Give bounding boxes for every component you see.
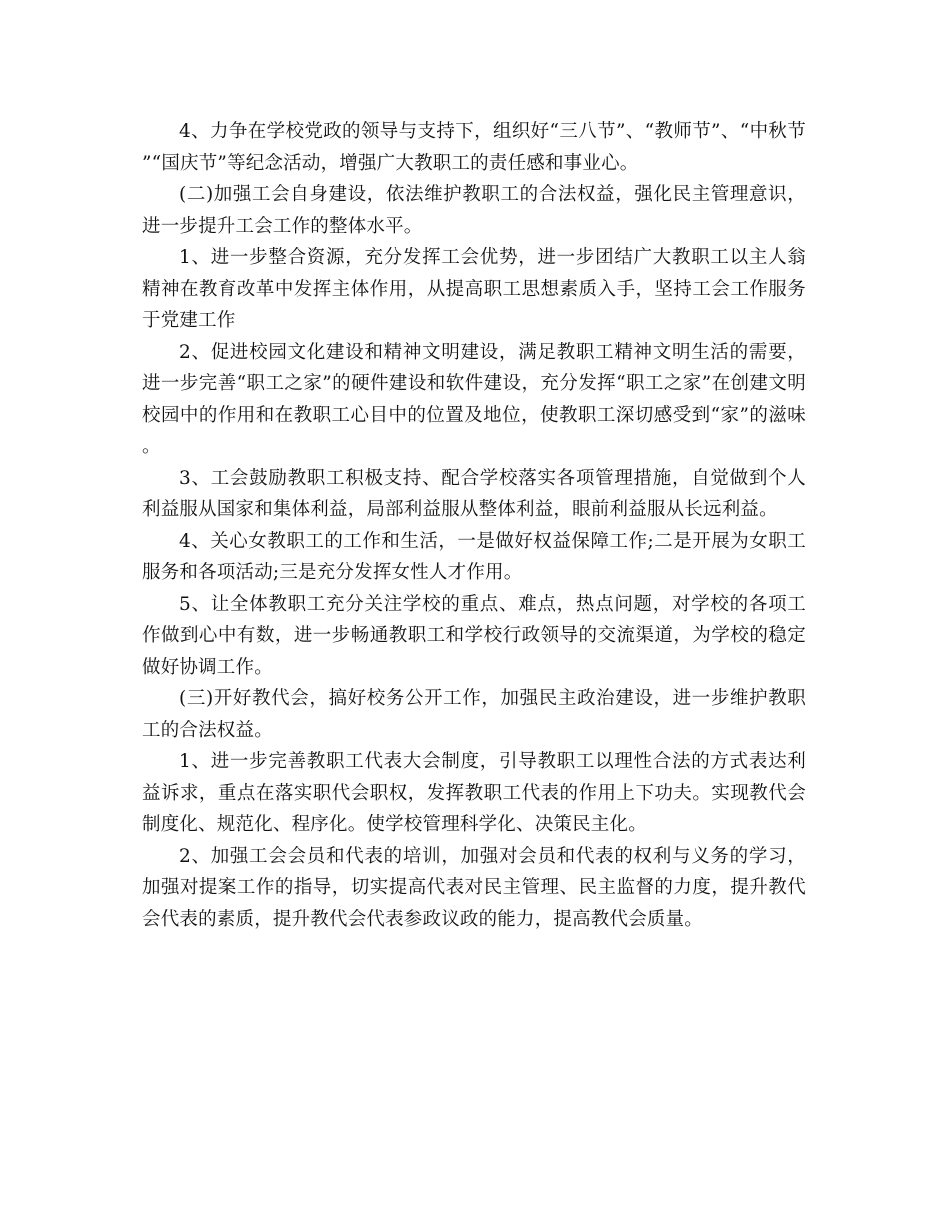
paragraph-item-2-training: 2、加强工会会员和代表的培训，加强对会员和代表的权利与义务的学习，加强对提案工作的指导，切实提高代表对民主管理、民主监督的力度，提升教代会代表的素质，提升教代会代表参政议政的能力，提高教代会质量。 [142, 845, 806, 930]
paragraph-item-2-campus-culture: 2、促进校园文化建设和精神文明建设，满足教职工精神文明生活的需要，进一步完善“职工之家”的硬件建设和软件建设，充分发挥“职工之家”在创建文明校园中的作用和在教职工心目中的位置及地位，使教职工深切感受到“家”的滋味。 [142, 341, 806, 457]
section-heading-2: (二)加强工会自身建设，依法维护教职工的合法权益，强化民主管理意识，进一步提升工会工作的整体水平。 [142, 184, 806, 237]
document-body [142, 116, 806, 935]
section-heading-3: (三)开好教代会，搞好校务公开工作，加强民主政治建设，进一步维护教职工的合法权益。 [142, 688, 806, 741]
paragraph-item-4-festivals: 4、力争在学校党政的领导与支持下，组织好“三八节”、“教师节”、“中秋节”“国庆节”等纪念活动，增强广大教职工的责任感和事业心。 [142, 121, 806, 174]
paragraph-item-1-resources: 1、进一步整合资源，充分发挥工会优势，进一步团结广大教职工以主人翁精神在教育改革中发挥主体作用，从提高职工思想素质入手，坚持工会工作服务于党建工作 [142, 247, 806, 331]
paragraph-item-1-congress-system: 1、进一步完善教职工代表大会制度，引导教职工以理性合法的方式表达利益诉求，重点在落实职代会职权，发挥教职工代表的作用上下功夫。实现教代会制度化、规范化、程序化。使学校管理科学化、决策民主化。 [142, 751, 806, 835]
paragraph-item-3-management: 3、工会鼓励教职工积极支持、配合学校落实各项管理措施，自觉做到个人利益服从国家和集体利益，局部利益服从整体利益，眼前利益服从长远利益。 [142, 467, 806, 520]
paragraph-item-4-women-staff: 4、关心女教职工的工作和生活，一是做好权益保障工作;二是开展为女职工服务和各项活动;三是充分发挥女性人才作用。 [142, 530, 806, 583]
paragraph-item-5-communication: 5、让全体教职工充分关注学校的重点、难点，热点问题，对学校的各项工作做到心中有数，进一步畅通教职工和学校行政领导的交流渠道，为学校的稳定做好协调工作。 [142, 593, 806, 678]
